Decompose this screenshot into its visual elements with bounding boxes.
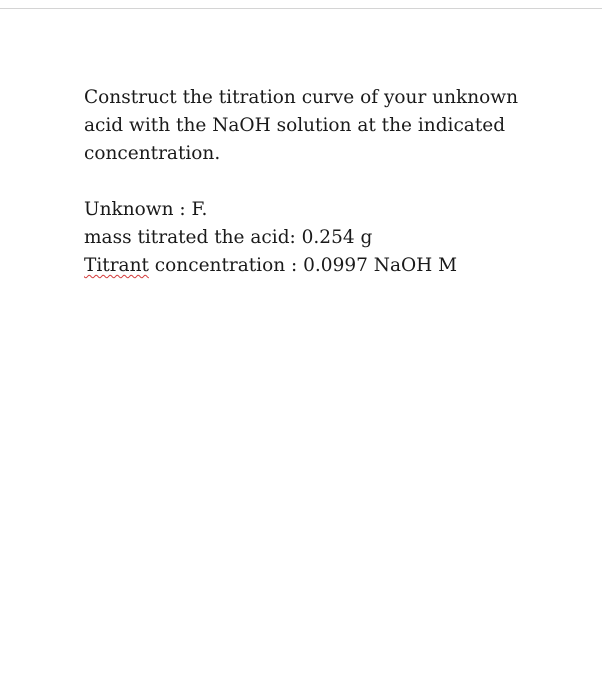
titrant-concentration-text: concentration : 0.0997 NaOH M <box>148 255 458 276</box>
titrant-line <box>84 252 524 280</box>
intro-line-3: concentration. <box>84 143 221 164</box>
intro-line-2: acid with the NaOH solution at the indicated <box>84 115 506 136</box>
details-paragraph <box>84 196 524 280</box>
document-body <box>84 84 524 280</box>
mass-line: mass titrated the acid: 0.254 g <box>84 227 373 248</box>
intro-paragraph <box>84 84 524 168</box>
titrant-word-spellcheck[interactable]: Titrant <box>84 255 149 276</box>
intro-line-1: Construct the titration curve of your unknown <box>84 87 519 108</box>
page-top-divider <box>0 8 602 9</box>
unknown-line: Unknown : F. <box>84 199 208 220</box>
